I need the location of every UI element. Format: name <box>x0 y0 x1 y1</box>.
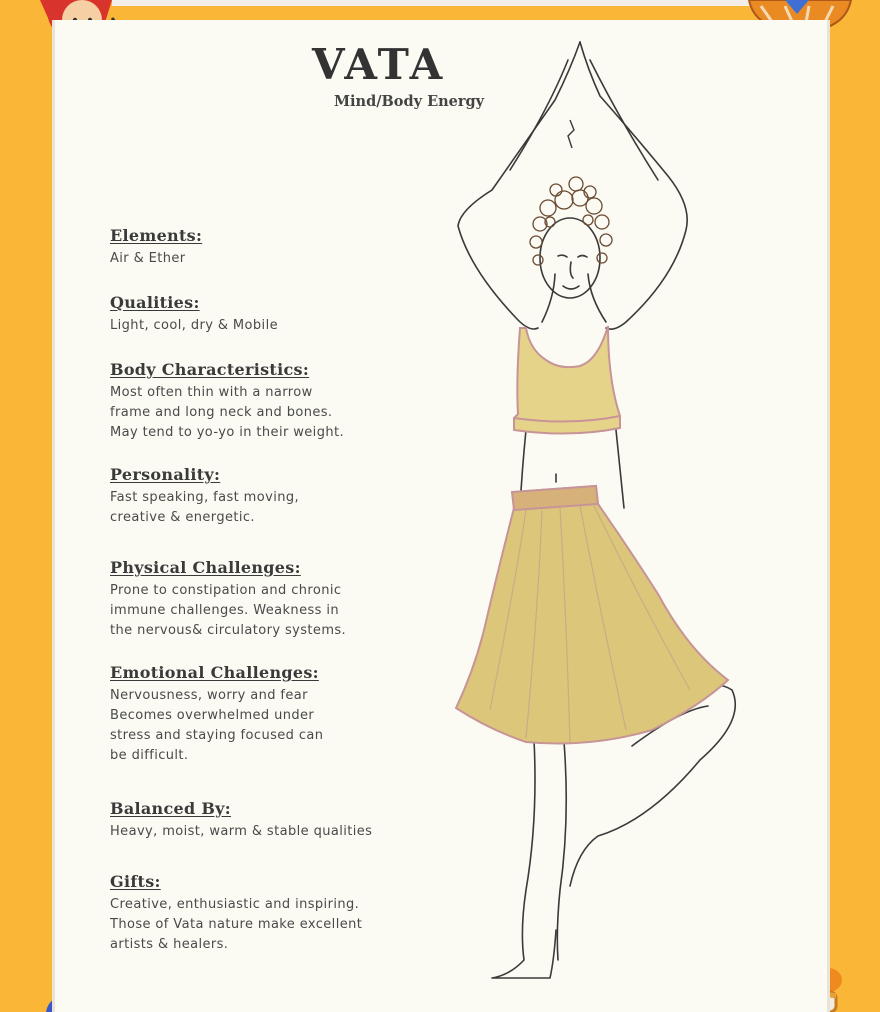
section-gifts <box>110 872 362 955</box>
section-elements <box>110 226 202 269</box>
section-text: Creative, enthusiastic and inspiring. Those of Vata nature make excellent artists & healers. <box>110 897 363 952</box>
section-text: Air & Ether <box>110 251 186 266</box>
section-text: Most often thin with a narrow frame and long neck and bones. May tend to yo-yo in their weight. <box>110 385 345 440</box>
section-text: Prone to constipation and chronic immune challenges. Weakness in the nervous& circulatory systems. <box>110 583 347 638</box>
section-qualities <box>110 293 278 336</box>
section-heading: Body Characteristics: <box>110 360 310 379</box>
section-text: Nervousness, worry and fear Becomes overwhelmed under stress and staying focused can be difficult. <box>110 688 324 763</box>
section-heading: Qualities: <box>110 293 200 312</box>
section-heading: Gifts: <box>110 872 161 891</box>
section-heading: Emotional Challenges: <box>110 663 319 682</box>
page-subtitle: Mind/Body Energy <box>334 93 485 110</box>
section-text: Light, cool, dry & Mobile <box>110 318 278 333</box>
section-text: Fast speaking, fast moving, creative & energetic. <box>110 490 300 525</box>
section-text: Heavy, moist, warm & stable qualities <box>110 824 373 839</box>
section-emotional-challenges <box>110 663 323 766</box>
section-personality <box>110 465 299 528</box>
section-physical-challenges <box>110 558 346 641</box>
section-body-characteristics <box>110 360 344 443</box>
woman-tree-pose-illustration <box>430 30 760 990</box>
section-heading: Personality: <box>110 465 221 484</box>
top-strip <box>112 0 750 6</box>
section-heading: Elements: <box>110 226 203 245</box>
section-heading: Balanced By: <box>110 799 231 818</box>
section-heading: Physical Challenges: <box>110 558 301 577</box>
section-balanced-by <box>110 799 372 842</box>
page-title: VATA <box>312 40 446 89</box>
